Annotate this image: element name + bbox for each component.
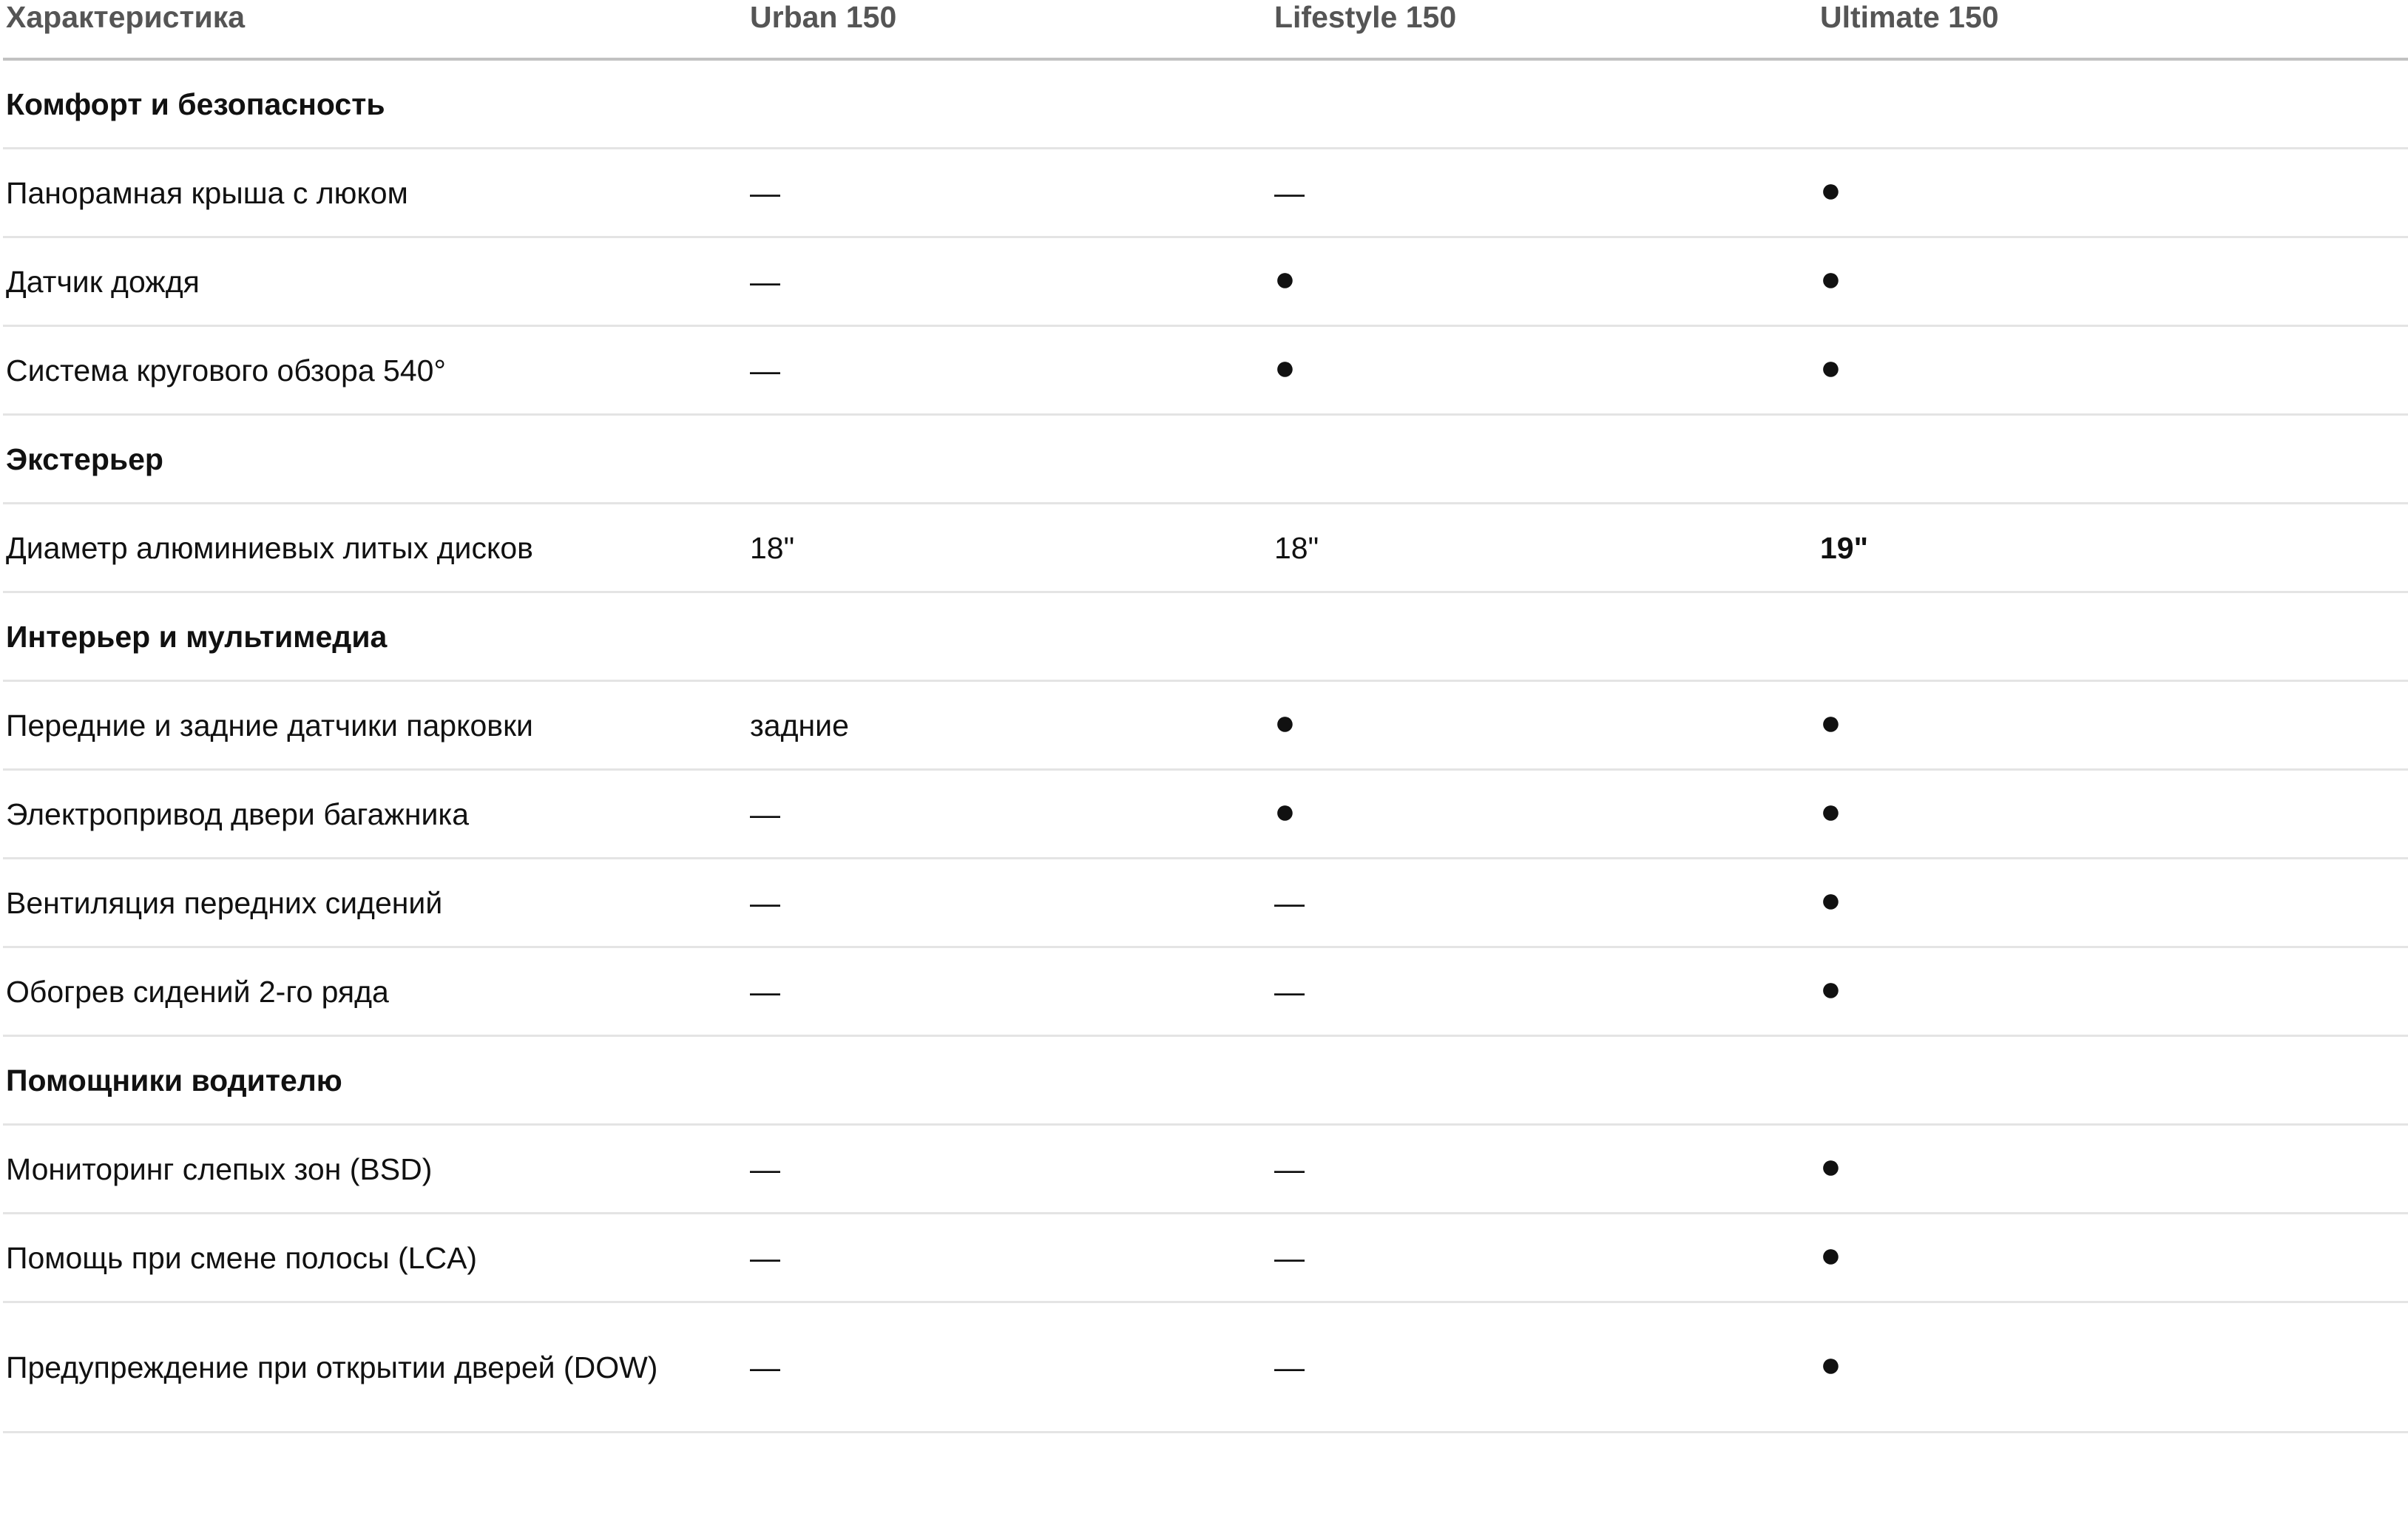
value-cell-urban-150	[747, 237, 1271, 326]
available-dot-icon: ●	[1820, 969, 1841, 1009]
not-available-dash-icon: —	[1274, 974, 1305, 1009]
header-row	[3, 0, 2408, 59]
trim-comparison-table	[3, 0, 2408, 1433]
not-available-dash-icon: —	[750, 175, 780, 210]
section-row	[3, 592, 2408, 681]
value-cell-lifestyle-150	[1271, 326, 1817, 415]
value-cell-ultimate-150	[1817, 326, 2408, 415]
section-row	[3, 415, 2408, 504]
available-dot-icon: ●	[1274, 791, 1296, 831]
available-dot-icon: ●	[1820, 1146, 1841, 1186]
value-cell-lifestyle-150	[1271, 859, 1817, 947]
value-cell-lifestyle-150	[1271, 1125, 1817, 1214]
available-dot-icon: ●	[1820, 703, 1841, 743]
not-available-dash-icon: —	[750, 885, 780, 920]
header-ultimate-150-label: Ultimate 150	[1820, 0, 1999, 34]
table-header	[3, 0, 2408, 59]
section-row	[3, 59, 2408, 149]
table-row	[3, 859, 2408, 947]
value-cell-lifestyle-150	[1271, 770, 1817, 859]
available-dot-icon: ●	[1274, 259, 1296, 299]
value-cell-urban-150	[747, 1125, 1271, 1214]
not-available-dash-icon: —	[750, 353, 780, 388]
section-title: Интерьер и мультимедиа	[3, 592, 2408, 681]
table-row	[3, 1302, 2408, 1433]
value-cell-urban-150	[747, 859, 1271, 947]
section-row	[3, 1036, 2408, 1125]
feature-label: Электропривод двери багажника	[3, 770, 747, 859]
feature-label: Предупреждение при открытии дверей (DOW)	[3, 1302, 747, 1433]
table-row	[3, 947, 2408, 1036]
value-cell-ultimate-150	[1817, 149, 2408, 237]
not-available-dash-icon: —	[1274, 885, 1305, 920]
available-dot-icon: ●	[1820, 170, 1841, 210]
feature-label: Вентиляция передних сидений	[3, 859, 747, 947]
feature-label: Датчик дождя	[3, 237, 747, 326]
section-title: Экстерьер	[3, 415, 2408, 504]
value-text: 18"	[750, 530, 795, 565]
value-cell-urban-150	[747, 770, 1271, 859]
value-cell-ultimate-150	[1817, 1302, 2408, 1433]
not-available-dash-icon: —	[750, 1350, 780, 1384]
not-available-dash-icon: —	[1274, 1350, 1305, 1384]
value-cell-lifestyle-150	[1271, 237, 1817, 326]
feature-label: Обогрев сидений 2-го ряда	[3, 947, 747, 1036]
available-dot-icon: ●	[1820, 259, 1841, 299]
available-dot-icon: ●	[1820, 348, 1841, 388]
value-cell-ultimate-150	[1817, 770, 2408, 859]
value-text: 18"	[1274, 530, 1319, 565]
not-available-dash-icon: —	[750, 1240, 780, 1275]
header-urban-150	[747, 0, 1271, 59]
value-cell-lifestyle-150	[1271, 947, 1817, 1036]
not-available-dash-icon: —	[750, 974, 780, 1009]
value-cell-lifestyle-150	[1271, 149, 1817, 237]
available-dot-icon: ●	[1274, 703, 1296, 743]
header-urban-150-label: Urban 150	[750, 0, 897, 34]
value-cell-urban-150	[747, 1214, 1271, 1302]
value-text: 19"	[1820, 530, 1869, 565]
table-row	[3, 1125, 2408, 1214]
feature-label: Диаметр алюминиевых литых дисков	[3, 504, 747, 592]
table-row	[3, 149, 2408, 237]
value-cell-urban-150	[747, 149, 1271, 237]
value-cell-lifestyle-150	[1271, 1214, 1817, 1302]
table-row	[3, 504, 2408, 592]
section-title: Помощники водителю	[3, 1036, 2408, 1125]
available-dot-icon: ●	[1820, 1345, 1841, 1384]
table-row	[3, 681, 2408, 770]
not-available-dash-icon: —	[1274, 175, 1305, 210]
not-available-dash-icon: —	[1274, 1240, 1305, 1275]
available-dot-icon: ●	[1820, 880, 1841, 920]
header-feature-label: Характеристика	[6, 0, 246, 34]
value-cell-urban-150	[747, 326, 1271, 415]
table-row	[3, 770, 2408, 859]
value-cell-ultimate-150	[1817, 947, 2408, 1036]
not-available-dash-icon: —	[750, 264, 780, 299]
value-cell-lifestyle-150	[1271, 1302, 1817, 1433]
feature-label: Мониторинг слепых зон (BSD)	[3, 1125, 747, 1214]
value-cell-urban-150	[747, 1302, 1271, 1433]
feature-label: Передние и задние датчики парковки	[3, 681, 747, 770]
not-available-dash-icon: —	[750, 796, 780, 831]
value-cell-ultimate-150	[1817, 859, 2408, 947]
value-cell-ultimate-150	[1817, 681, 2408, 770]
value-cell-urban-150	[747, 681, 1271, 770]
value-cell-ultimate-150	[1817, 1125, 2408, 1214]
available-dot-icon: ●	[1274, 348, 1296, 388]
header-ultimate-150	[1817, 0, 2408, 59]
value-text: задние	[750, 708, 849, 743]
feature-label: Панорамная крыша с люком	[3, 149, 747, 237]
available-dot-icon: ●	[1820, 1235, 1841, 1275]
section-title: Комфорт и безопасность	[3, 59, 2408, 149]
value-cell-ultimate-150	[1817, 1214, 2408, 1302]
header-lifestyle-150-label: Lifestyle 150	[1274, 0, 1457, 34]
table-row	[3, 1214, 2408, 1302]
available-dot-icon: ●	[1820, 791, 1841, 831]
header-feature	[3, 0, 747, 59]
table-row	[3, 237, 2408, 326]
value-cell-lifestyle-150	[1271, 504, 1817, 592]
value-cell-lifestyle-150	[1271, 681, 1817, 770]
value-cell-ultimate-150	[1817, 504, 2408, 592]
value-cell-urban-150	[747, 947, 1271, 1036]
table-row	[3, 326, 2408, 415]
value-cell-ultimate-150	[1817, 237, 2408, 326]
not-available-dash-icon: —	[750, 1151, 780, 1186]
feature-label: Помощь при смене полосы (LCA)	[3, 1214, 747, 1302]
table-body	[3, 59, 2408, 1433]
header-lifestyle-150	[1271, 0, 1817, 59]
value-cell-urban-150	[747, 504, 1271, 592]
trim-comparison-table-container	[3, 0, 2408, 1433]
not-available-dash-icon: —	[1274, 1151, 1305, 1186]
feature-label: Система кругового обзора 540°	[3, 326, 747, 415]
